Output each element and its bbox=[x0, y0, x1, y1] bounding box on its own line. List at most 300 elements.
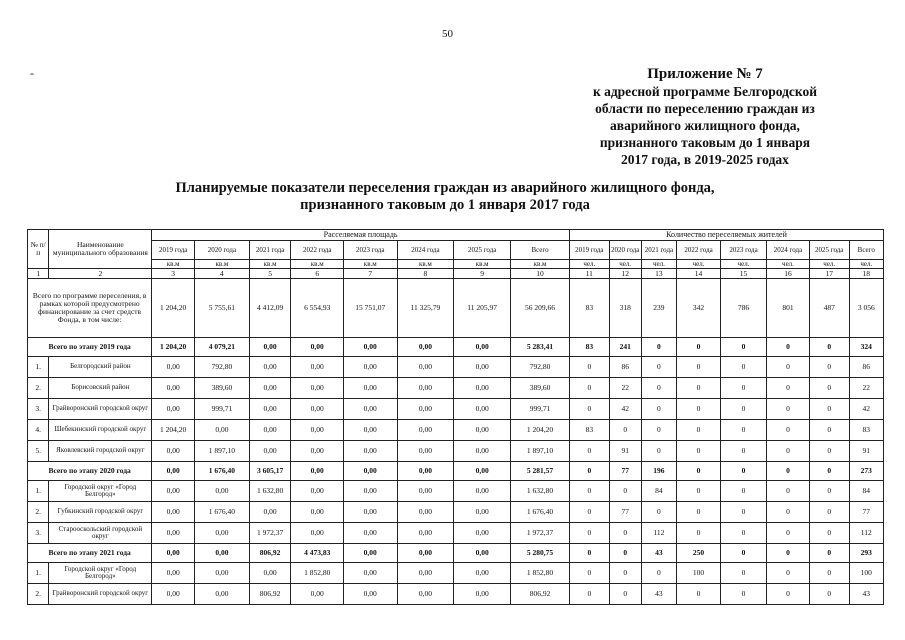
stage-total-row bbox=[28, 338, 884, 357]
people-value: 0 bbox=[570, 378, 610, 399]
column-number: 6 bbox=[291, 269, 343, 279]
people-value: 0 bbox=[570, 399, 610, 420]
people-value: 0 bbox=[721, 502, 767, 523]
people-value: 0 bbox=[809, 563, 849, 584]
people-value: 0 bbox=[721, 544, 767, 563]
area-value: 0,00 bbox=[195, 420, 250, 441]
column-number: 1 bbox=[28, 269, 49, 279]
table-row bbox=[28, 441, 884, 462]
people-value: 0 bbox=[809, 584, 849, 605]
year-header-row bbox=[28, 241, 884, 260]
area-value: 5 283,41 bbox=[511, 338, 570, 357]
area-value: 806,92 bbox=[249, 544, 291, 563]
people-value: 0 bbox=[809, 544, 849, 563]
unit-people: чел. bbox=[641, 260, 676, 269]
people-value: 0 bbox=[677, 502, 721, 523]
row-label: Всего по этапу 2020 года bbox=[28, 462, 152, 481]
people-value: 0 bbox=[570, 357, 610, 378]
column-number: 12 bbox=[609, 269, 641, 279]
area-value: 0,00 bbox=[397, 523, 454, 544]
row-label: Всего по этапу 2021 года bbox=[28, 544, 152, 563]
area-value: 0,00 bbox=[249, 399, 291, 420]
area-value: 0,00 bbox=[291, 378, 343, 399]
row-number: 1. bbox=[28, 481, 49, 502]
area-value: 1 897,10 bbox=[195, 441, 250, 462]
people-value: 83 bbox=[570, 279, 610, 338]
people-value: 83 bbox=[570, 338, 610, 357]
unit-area: кв.м bbox=[249, 260, 291, 269]
people-value: 0 bbox=[677, 462, 721, 481]
area-value: 0,00 bbox=[397, 462, 454, 481]
area-value: 806,92 bbox=[511, 584, 570, 605]
people-value: 487 bbox=[809, 279, 849, 338]
area-value: 0,00 bbox=[249, 338, 291, 357]
area-value: 0,00 bbox=[249, 502, 291, 523]
area-value: 1 204,20 bbox=[152, 338, 195, 357]
area-value: 0,00 bbox=[152, 357, 195, 378]
table-row bbox=[28, 378, 884, 399]
row-number: 4. bbox=[28, 420, 49, 441]
column-number: 11 bbox=[570, 269, 610, 279]
table-row bbox=[28, 399, 884, 420]
unit-people: чел. bbox=[849, 260, 883, 269]
people-value: 0 bbox=[767, 523, 810, 544]
area-value: 0,00 bbox=[152, 584, 195, 605]
appendix-line: области по переселению граждан из bbox=[595, 101, 815, 116]
area-value: 0,00 bbox=[291, 338, 343, 357]
unit-area: кв.м bbox=[195, 260, 250, 269]
column-number: 5 bbox=[249, 269, 291, 279]
group-header-area: Расселяемая площадь bbox=[152, 230, 570, 241]
area-value: 0,00 bbox=[249, 563, 291, 584]
municipality-name: Губкинский городской округ bbox=[49, 502, 152, 523]
margin-mark: - bbox=[30, 66, 34, 80]
column-number: 7 bbox=[343, 269, 397, 279]
people-value: 0 bbox=[809, 502, 849, 523]
people-value: 43 bbox=[641, 544, 676, 563]
area-value: 0,00 bbox=[152, 462, 195, 481]
people-value: 318 bbox=[609, 279, 641, 338]
area-value: 0,00 bbox=[397, 399, 454, 420]
people-value: 0 bbox=[809, 378, 849, 399]
people-value: 0 bbox=[767, 584, 810, 605]
people-value: 77 bbox=[609, 462, 641, 481]
people-value: 239 bbox=[641, 279, 676, 338]
area-value: 0,00 bbox=[152, 544, 195, 563]
area-value: 1 676,40 bbox=[195, 502, 250, 523]
area-value: 56 209,66 bbox=[511, 279, 570, 338]
appendix-line: к адресной программе Белгородской bbox=[592, 84, 818, 99]
people-value: 196 bbox=[641, 462, 676, 481]
area-value: 0,00 bbox=[249, 420, 291, 441]
area-value: 0,00 bbox=[343, 523, 397, 544]
table-row bbox=[28, 584, 884, 605]
area-value: 0,00 bbox=[152, 378, 195, 399]
people-value: 84 bbox=[641, 481, 676, 502]
area-value: 0,00 bbox=[343, 544, 397, 563]
area-value: 0,00 bbox=[397, 563, 454, 584]
area-value: 0,00 bbox=[249, 441, 291, 462]
area-value: 389,60 bbox=[511, 378, 570, 399]
people-value: 0 bbox=[721, 378, 767, 399]
row-number: 3. bbox=[28, 399, 49, 420]
year-header: 2023 года bbox=[721, 241, 767, 260]
area-value: 0,00 bbox=[343, 481, 397, 502]
column-number: 4 bbox=[195, 269, 250, 279]
area-value: 0,00 bbox=[454, 399, 511, 420]
unit-area: кв.м bbox=[397, 260, 454, 269]
unit-area: кв.м bbox=[511, 260, 570, 269]
area-value: 1 852,80 bbox=[291, 563, 343, 584]
year-header: 2020 года bbox=[195, 241, 250, 260]
area-value: 1 676,40 bbox=[195, 462, 250, 481]
year-header: 2021 года bbox=[641, 241, 676, 260]
column-number: 8 bbox=[397, 269, 454, 279]
area-value: 0,00 bbox=[397, 502, 454, 523]
area-value: 3 605,17 bbox=[249, 462, 291, 481]
people-value: 0 bbox=[641, 357, 676, 378]
people-value: 86 bbox=[609, 357, 641, 378]
people-value: 0 bbox=[721, 584, 767, 605]
people-value: 0 bbox=[641, 563, 676, 584]
table-row bbox=[28, 420, 884, 441]
unit-area: кв.м bbox=[454, 260, 511, 269]
area-value: 0,00 bbox=[454, 502, 511, 523]
area-value: 0,00 bbox=[291, 523, 343, 544]
people-value: 0 bbox=[641, 399, 676, 420]
area-value: 11 205,97 bbox=[454, 279, 511, 338]
col-header-name: Наименование муниципального образования bbox=[49, 230, 152, 269]
area-value: 0,00 bbox=[343, 462, 397, 481]
column-number: 3 bbox=[152, 269, 195, 279]
people-value: 0 bbox=[677, 481, 721, 502]
area-value: 0,00 bbox=[195, 544, 250, 563]
area-value: 0,00 bbox=[343, 584, 397, 605]
area-value: 4 412,09 bbox=[249, 279, 291, 338]
appendix-title: Приложение № 7 bbox=[647, 66, 763, 82]
row-number: 3. bbox=[28, 523, 49, 544]
area-value: 0,00 bbox=[397, 481, 454, 502]
area-value: 1 204,20 bbox=[152, 420, 195, 441]
people-value: 0 bbox=[767, 338, 810, 357]
people-value: 0 bbox=[721, 399, 767, 420]
area-value: 1 632,80 bbox=[249, 481, 291, 502]
year-header: 2022 года bbox=[291, 241, 343, 260]
area-value: 0,00 bbox=[454, 481, 511, 502]
area-value: 0,00 bbox=[291, 481, 343, 502]
people-value: 77 bbox=[609, 502, 641, 523]
year-header: 2021 года bbox=[249, 241, 291, 260]
year-header: 2022 года bbox=[677, 241, 721, 260]
program-total-row bbox=[28, 279, 884, 338]
people-value: 0 bbox=[721, 462, 767, 481]
table-row bbox=[28, 523, 884, 544]
table-body bbox=[28, 279, 884, 605]
people-value: 0 bbox=[767, 502, 810, 523]
area-value: 4 473,83 bbox=[291, 544, 343, 563]
area-value: 0,00 bbox=[454, 462, 511, 481]
area-value: 999,71 bbox=[511, 399, 570, 420]
people-value: 250 bbox=[677, 544, 721, 563]
people-value: 0 bbox=[721, 357, 767, 378]
people-value: 0 bbox=[721, 563, 767, 584]
unit-people: чел. bbox=[767, 260, 810, 269]
people-value: 801 bbox=[767, 279, 810, 338]
area-value: 0,00 bbox=[291, 420, 343, 441]
municipality-name: Городской округ «Город Белгород» bbox=[49, 563, 152, 584]
people-value: 100 bbox=[849, 563, 883, 584]
area-value: 0,00 bbox=[152, 399, 195, 420]
area-value: 0,00 bbox=[343, 420, 397, 441]
people-value: 0 bbox=[809, 338, 849, 357]
row-label: Всего по программе переселения, в рамках которой предусмотрено финансирование за счет средств Фонда, в том числе: bbox=[28, 279, 152, 338]
column-number: 10 bbox=[511, 269, 570, 279]
people-value: 91 bbox=[609, 441, 641, 462]
area-value: 5 281,57 bbox=[511, 462, 570, 481]
area-value: 1 632,80 bbox=[511, 481, 570, 502]
people-value: 100 bbox=[677, 563, 721, 584]
people-value: 0 bbox=[767, 399, 810, 420]
unit-area: кв.м bbox=[152, 260, 195, 269]
people-value: 0 bbox=[609, 584, 641, 605]
area-value: 5 280,75 bbox=[511, 544, 570, 563]
area-value: 389,60 bbox=[195, 378, 250, 399]
people-value: 0 bbox=[809, 357, 849, 378]
appendix-header bbox=[580, 66, 830, 168]
area-value: 0,00 bbox=[249, 357, 291, 378]
area-value: 0,00 bbox=[397, 378, 454, 399]
area-value: 806,92 bbox=[249, 584, 291, 605]
people-value: 43 bbox=[849, 584, 883, 605]
people-value: 0 bbox=[809, 481, 849, 502]
area-value: 0,00 bbox=[397, 338, 454, 357]
year-header: 2024 года bbox=[767, 241, 810, 260]
row-number: 1. bbox=[28, 357, 49, 378]
area-value: 0,00 bbox=[343, 378, 397, 399]
area-value: 0,00 bbox=[454, 378, 511, 399]
area-value: 0,00 bbox=[343, 502, 397, 523]
table-row bbox=[28, 481, 884, 502]
people-value: 0 bbox=[609, 544, 641, 563]
people-value: 0 bbox=[609, 481, 641, 502]
column-number: 13 bbox=[641, 269, 676, 279]
column-number: 15 bbox=[721, 269, 767, 279]
row-number: 1. bbox=[28, 563, 49, 584]
people-value: 86 bbox=[849, 357, 883, 378]
stage-total-row bbox=[28, 462, 884, 481]
people-value: 273 bbox=[849, 462, 883, 481]
column-number: 16 bbox=[767, 269, 810, 279]
people-value: 91 bbox=[849, 441, 883, 462]
people-value: 0 bbox=[721, 481, 767, 502]
people-value: 112 bbox=[641, 523, 676, 544]
area-value: 0,00 bbox=[397, 357, 454, 378]
people-value: 0 bbox=[641, 502, 676, 523]
table-row bbox=[28, 502, 884, 523]
area-value: 0,00 bbox=[343, 338, 397, 357]
area-value: 5 755,61 bbox=[195, 279, 250, 338]
people-value: 0 bbox=[677, 441, 721, 462]
area-value: 0,00 bbox=[343, 563, 397, 584]
column-number: 17 bbox=[809, 269, 849, 279]
people-value: 0 bbox=[677, 420, 721, 441]
municipality-name: Яковлевский городской округ bbox=[49, 441, 152, 462]
people-value: 0 bbox=[767, 563, 810, 584]
people-value: 293 bbox=[849, 544, 883, 563]
area-value: 1 204,20 bbox=[511, 420, 570, 441]
people-value: 0 bbox=[570, 502, 610, 523]
group-header-people: Количество переселяемых жителей bbox=[570, 230, 884, 241]
total-header: Всего bbox=[849, 241, 883, 260]
area-value: 0,00 bbox=[454, 441, 511, 462]
unit-people: чел. bbox=[721, 260, 767, 269]
year-header: 2025 года bbox=[454, 241, 511, 260]
area-value: 0,00 bbox=[291, 399, 343, 420]
people-value: 83 bbox=[849, 420, 883, 441]
area-value: 0,00 bbox=[454, 544, 511, 563]
area-value: 0,00 bbox=[397, 420, 454, 441]
people-value: 0 bbox=[677, 584, 721, 605]
area-value: 0,00 bbox=[454, 563, 511, 584]
area-value: 0,00 bbox=[397, 441, 454, 462]
row-number: 5. bbox=[28, 441, 49, 462]
resettlement-table bbox=[27, 229, 884, 605]
area-value: 0,00 bbox=[152, 481, 195, 502]
people-value: 0 bbox=[641, 378, 676, 399]
people-value: 22 bbox=[849, 378, 883, 399]
row-number: 2. bbox=[28, 378, 49, 399]
people-value: 84 bbox=[849, 481, 883, 502]
people-value: 3 056 bbox=[849, 279, 883, 338]
row-label: Всего по этапу 2019 года bbox=[28, 338, 152, 357]
area-value: 0,00 bbox=[249, 378, 291, 399]
area-value: 0,00 bbox=[343, 357, 397, 378]
people-value: 0 bbox=[570, 544, 610, 563]
area-value: 0,00 bbox=[291, 584, 343, 605]
people-value: 22 bbox=[609, 378, 641, 399]
area-value: 1 676,40 bbox=[511, 502, 570, 523]
people-value: 0 bbox=[570, 584, 610, 605]
area-value: 0,00 bbox=[152, 502, 195, 523]
area-value: 15 751,07 bbox=[343, 279, 397, 338]
year-header: 2023 года bbox=[343, 241, 397, 260]
people-value: 342 bbox=[677, 279, 721, 338]
people-value: 0 bbox=[767, 462, 810, 481]
people-value: 0 bbox=[677, 523, 721, 544]
year-header: 2024 года bbox=[397, 241, 454, 260]
area-value: 0,00 bbox=[454, 584, 511, 605]
area-value: 0,00 bbox=[195, 584, 250, 605]
row-number: 2. bbox=[28, 584, 49, 605]
people-value: 0 bbox=[641, 420, 676, 441]
year-header: 2019 года bbox=[570, 241, 610, 260]
people-value: 0 bbox=[570, 481, 610, 502]
area-value: 792,80 bbox=[511, 357, 570, 378]
table-row bbox=[28, 357, 884, 378]
area-value: 1 972,37 bbox=[249, 523, 291, 544]
area-value: 0,00 bbox=[152, 523, 195, 544]
area-value: 0,00 bbox=[397, 544, 454, 563]
column-number: 14 bbox=[677, 269, 721, 279]
people-value: 83 bbox=[570, 420, 610, 441]
unit-people: чел. bbox=[677, 260, 721, 269]
year-header: 2020 года bbox=[609, 241, 641, 260]
area-value: 0,00 bbox=[152, 441, 195, 462]
area-value: 0,00 bbox=[291, 441, 343, 462]
area-value: 0,00 bbox=[195, 563, 250, 584]
people-value: 0 bbox=[721, 338, 767, 357]
document-title bbox=[150, 180, 740, 214]
people-value: 0 bbox=[609, 563, 641, 584]
people-value: 0 bbox=[767, 357, 810, 378]
area-value: 0,00 bbox=[195, 481, 250, 502]
year-header: 2019 года bbox=[152, 241, 195, 260]
area-value: 0,00 bbox=[291, 502, 343, 523]
area-value: 0,00 bbox=[454, 420, 511, 441]
area-value: 0,00 bbox=[343, 441, 397, 462]
municipality-name: Городской округ «Город Белгород» bbox=[49, 481, 152, 502]
column-number: 2 bbox=[49, 269, 152, 279]
people-value: 0 bbox=[609, 523, 641, 544]
people-value: 42 bbox=[849, 399, 883, 420]
unit-area: кв.м bbox=[291, 260, 343, 269]
municipality-name: Белгородский район bbox=[49, 357, 152, 378]
municipality-name: Грайворонский городской округ bbox=[49, 584, 152, 605]
people-value: 43 bbox=[641, 584, 676, 605]
people-value: 0 bbox=[721, 441, 767, 462]
people-value: 0 bbox=[767, 481, 810, 502]
appendix-line: аварийного жилищного фонда, bbox=[610, 118, 800, 133]
people-value: 0 bbox=[767, 420, 810, 441]
municipality-name: Шебекинский городской округ bbox=[49, 420, 152, 441]
people-value: 112 bbox=[849, 523, 883, 544]
area-value: 0,00 bbox=[397, 584, 454, 605]
unit-people: чел. bbox=[570, 260, 610, 269]
unit-people: чел. bbox=[609, 260, 641, 269]
people-value: 786 bbox=[721, 279, 767, 338]
people-value: 0 bbox=[721, 523, 767, 544]
area-value: 0,00 bbox=[195, 523, 250, 544]
municipality-name: Старооскольский городской округ bbox=[49, 523, 152, 544]
area-value: 0,00 bbox=[343, 399, 397, 420]
people-value: 0 bbox=[677, 378, 721, 399]
people-value: 0 bbox=[767, 378, 810, 399]
people-value: 0 bbox=[641, 441, 676, 462]
area-value: 11 325,79 bbox=[397, 279, 454, 338]
area-value: 999,71 bbox=[195, 399, 250, 420]
area-value: 4 079,21 bbox=[195, 338, 250, 357]
area-value: 792,80 bbox=[195, 357, 250, 378]
area-value: 6 554,93 bbox=[291, 279, 343, 338]
municipality-name: Борисовский район bbox=[49, 378, 152, 399]
unit-people: чел. bbox=[809, 260, 849, 269]
people-value: 0 bbox=[809, 420, 849, 441]
area-value: 0,00 bbox=[454, 357, 511, 378]
people-value: 324 bbox=[849, 338, 883, 357]
area-value: 0,00 bbox=[454, 338, 511, 357]
people-value: 0 bbox=[809, 523, 849, 544]
area-value: 0,00 bbox=[291, 462, 343, 481]
people-value: 0 bbox=[570, 462, 610, 481]
year-header: 2025 года bbox=[809, 241, 849, 260]
people-value: 0 bbox=[809, 441, 849, 462]
row-number: 2. bbox=[28, 502, 49, 523]
page-number: 50 bbox=[442, 28, 453, 40]
appendix-line: признанного таковым до 1 января bbox=[599, 135, 811, 150]
area-value: 1 972,37 bbox=[511, 523, 570, 544]
people-value: 0 bbox=[767, 544, 810, 563]
people-value: 0 bbox=[767, 441, 810, 462]
